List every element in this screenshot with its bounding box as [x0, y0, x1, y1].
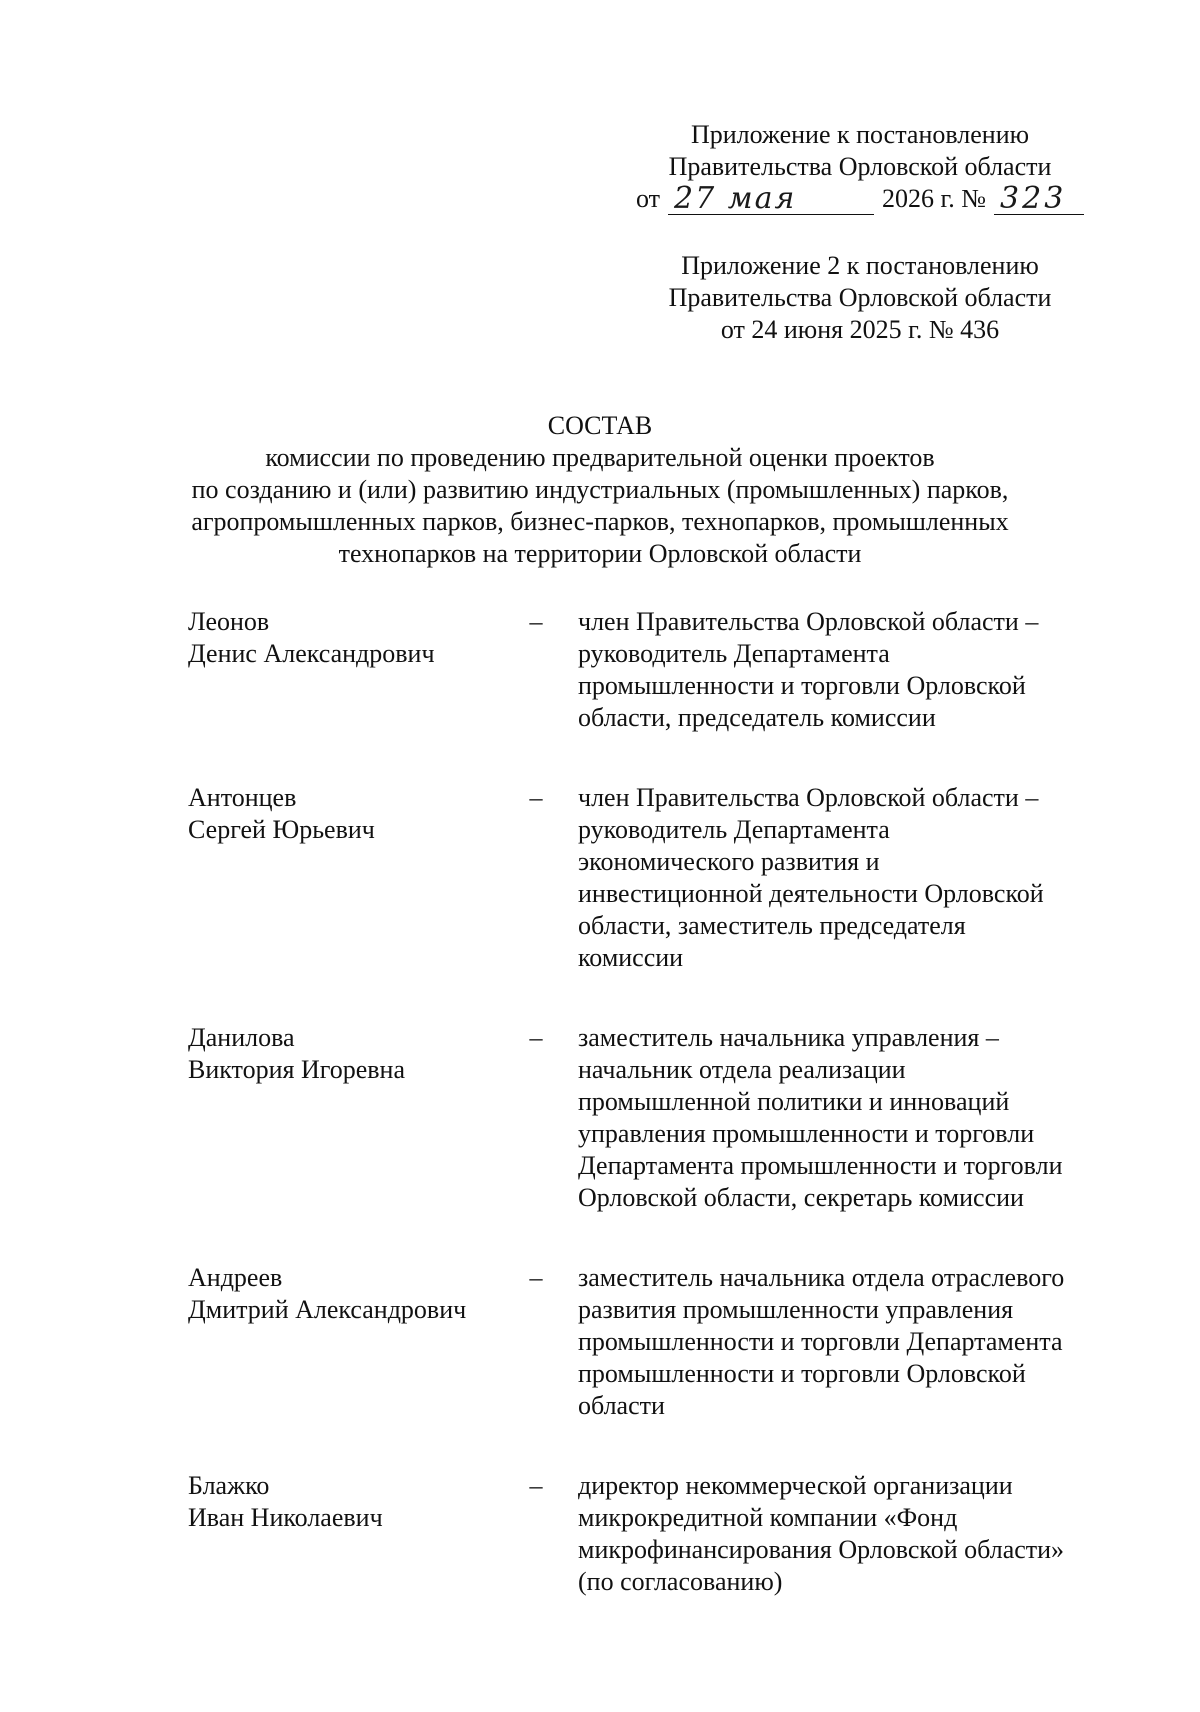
member-surname: Антонцев — [188, 783, 297, 812]
subtitle-line: агропромышленных парков, бизнес-парков, технопарков, промышленных — [191, 507, 1009, 536]
member-surname: Данилова — [188, 1023, 295, 1052]
appendix-original-line1: Приложение 2 к постановлению — [681, 251, 1039, 280]
commission-members-list — [188, 606, 1108, 1598]
member-entry — [188, 1470, 1108, 1598]
member-given-names: Виктория Игоревна — [188, 1055, 406, 1084]
appendix-current-header — [600, 119, 1120, 215]
appendix-current-date-line — [636, 183, 1084, 215]
dash-separator: – — [529, 1263, 543, 1292]
dash-separator: – — [529, 1471, 543, 1500]
member-name — [188, 1470, 518, 1534]
member-role: заместитель начальника управления – начальник отдела реализации промышленной политики и инноваций управления промышленности и торговли Департамента промышленности и торговли Орловской области, секретарь комиссии — [578, 1023, 1063, 1212]
member-entry — [188, 1262, 1108, 1422]
dash-separator: – — [529, 1023, 543, 1052]
member-role: член Правительства Орловской области – руководитель Департамента промышленности и торговли Орловской области, председатель комиссии — [578, 607, 1039, 732]
year-text: 2026 г. № — [881, 184, 987, 213]
member-role: член Правительства Орловской области – руководитель Департамента экономического развития и инвестиционной деятельности Орловской области, заместитель председателя комиссии — [578, 783, 1044, 972]
document-title: СОСТАВ — [547, 411, 653, 440]
member-given-names: Дмитрий Александрович — [188, 1295, 467, 1324]
dash-separator: – — [529, 607, 543, 636]
member-entry — [188, 1022, 1108, 1214]
date-prefix: от — [635, 184, 660, 213]
member-role: заместитель начальника отдела отраслевого развития промышленности управления промышленности и торговли Департамента промышленности и торговли Орловской области — [578, 1263, 1065, 1420]
appendix-current-line1: Приложение к постановлению — [690, 120, 1030, 149]
appendix-current-line2: Правительства Орловской области — [668, 152, 1052, 181]
subtitle-line: по созданию и (или) развитию индустриальных (промышленных) парков, — [191, 475, 1009, 504]
handwritten-date: 27 мая — [668, 184, 874, 215]
member-surname: Блажко — [188, 1471, 270, 1500]
member-entry — [188, 782, 1108, 974]
member-entry — [188, 606, 1108, 734]
member-name — [188, 606, 518, 670]
appendix-original-line3: от 24 июня 2025 г. № 436 — [720, 315, 1000, 344]
appendix-original-header — [600, 250, 1120, 346]
member-surname: Андреев — [188, 1263, 283, 1292]
member-name — [188, 782, 518, 846]
subtitle-line: технопарков на территории Орловской области — [338, 539, 862, 568]
document-title-block — [150, 410, 1050, 570]
member-surname: Леонов — [188, 607, 270, 636]
member-given-names: Сергей Юрьевич — [188, 815, 375, 844]
member-role: директор некоммерческой организации микрокредитной компании «Фонд микрофинансирования Орловской области» (по согласованию) — [578, 1471, 1065, 1596]
appendix-original-line2: Правительства Орловской области — [668, 283, 1052, 312]
handwritten-number: 323 — [994, 184, 1084, 215]
subtitle-line: комиссии по проведению предварительной оценки проектов — [265, 443, 935, 472]
member-name — [188, 1262, 518, 1326]
dash-separator: – — [529, 783, 543, 812]
member-name — [188, 1022, 518, 1086]
member-given-names: Иван Николаевич — [188, 1503, 383, 1532]
member-given-names: Денис Александрович — [188, 639, 435, 668]
